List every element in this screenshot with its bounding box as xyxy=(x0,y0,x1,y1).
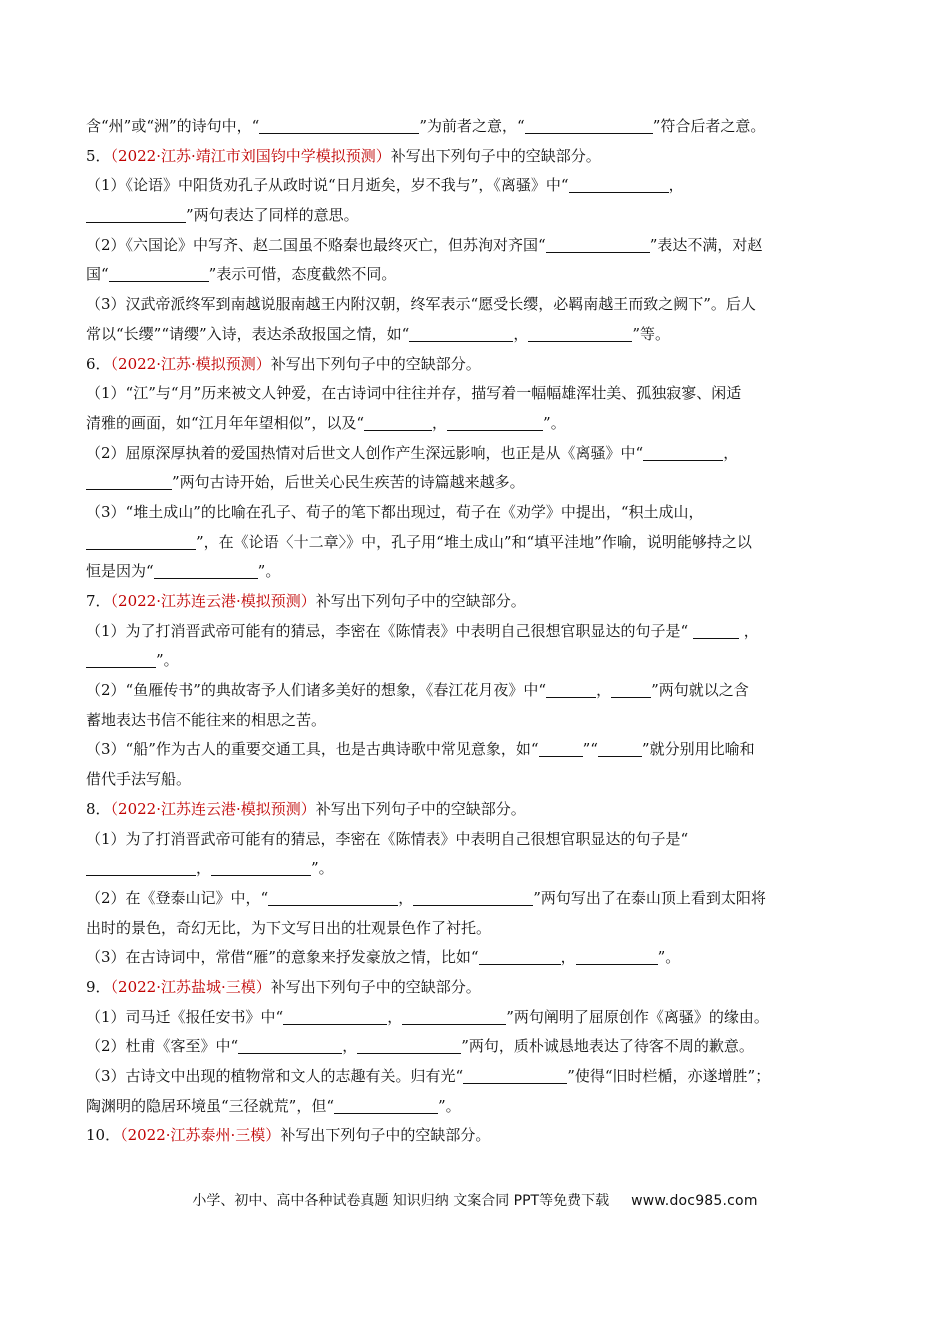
answer-blank[interactable] xyxy=(109,265,209,282)
question-source: （2022·江苏盐城·三模） xyxy=(110,977,271,996)
answer-blank[interactable] xyxy=(463,1067,567,1084)
text-line: （2）“鱼雁传书”的典故寄予人们诸多美好的想象，《春江花月夜》中“ ， ”两句就以之含 xyxy=(86,681,749,700)
text-line: ”。 xyxy=(86,646,866,676)
question-source: （2022·江苏·模拟预测） xyxy=(110,354,271,373)
question-10-header: 10．（2022·江苏泰州·三模）补写出下列句子中的空缺部分。 xyxy=(86,1126,491,1145)
answer-blank[interactable] xyxy=(259,117,419,134)
answer-blank[interactable] xyxy=(525,117,653,134)
text-line: （1）《论语》中阳货劝孔子从政时说“日月逝矣，岁不我与”，《离骚》中“ ， xyxy=(86,176,684,195)
text-line: （3）汉武帝派终军到南越说服南越王内附汉朝，终军表示“愿受长缨，必羁南越王而致之阙下”。后人 xyxy=(86,295,756,314)
text-line: ”，在《论语〈十二章〉》中，孔子用“堆土成山”和“填平洼地”作喻，说明能够持之以 xyxy=(86,528,866,558)
question-8-header: 8．（2022·江苏连云港·模拟预测）补写出下列句子中的空缺部分。 xyxy=(86,799,526,818)
text-line: （2）杜甫《客至》中“ ， ”两句，质朴诚恳地表达了待客不周的歉意。 xyxy=(86,1037,754,1056)
answer-blank[interactable] xyxy=(409,325,513,342)
footer-text: 小学、初中、高中各种试卷真题 知识归纳 文案合同 PPT等免费下载 xyxy=(192,1193,610,1209)
question-6-header: 6．（2022·江苏·模拟预测）补写出下列句子中的空缺部分。 xyxy=(86,354,481,373)
text-line: （1）为了打消晋武帝可能有的猜忌，李密在《陈情表》中表明自己很想官职显达的句子是“ xyxy=(86,829,689,848)
answer-blank[interactable] xyxy=(413,889,533,906)
answer-blank[interactable] xyxy=(238,1037,342,1054)
text-line: 蓄地表达书信不能往来的相思之苦。 xyxy=(86,710,327,729)
answer-blank[interactable] xyxy=(334,1097,438,1114)
text-line: 国“ ”表示可惜，态度截然不同。 xyxy=(86,265,397,284)
answer-blank[interactable] xyxy=(86,206,186,223)
text-line: （3）“堆土成山”的比喻在孔子、荀子的笔下都出现过，荀子在《劝学》中提出，“积土成山， xyxy=(86,502,704,521)
text-line: 出时的景色，奇幻无比，为下文写日出的壮观景色作了衬托。 xyxy=(86,918,492,937)
answer-blank[interactable] xyxy=(598,740,642,757)
answer-blank[interactable] xyxy=(86,473,172,490)
footer-link[interactable]: www.doc985.com xyxy=(631,1193,758,1209)
answer-blank[interactable] xyxy=(546,236,650,253)
text-line: （3）古诗文中出现的植物常和文人的志趣有关。归有光“ ”使得“旧时栏楯，亦遂增胜”； xyxy=(86,1067,771,1085)
answer-blank[interactable] xyxy=(268,889,398,906)
answer-blank[interactable] xyxy=(154,562,258,579)
text-line: 含“州”或“洲”的诗句中，“ ”为前者之意，“ ”符合后者之意。 xyxy=(86,117,766,135)
text-line: （2）在《登泰山记》中，“ ， ”两句写出了在泰山顶上看到太阳将 xyxy=(86,888,766,907)
answer-blank[interactable] xyxy=(546,681,596,698)
answer-blank[interactable] xyxy=(643,444,723,461)
question-5-header: 5．（2022·江苏·靖江市刘国钧中学模拟预测）补写出下列句子中的空缺部分。 xyxy=(86,146,601,165)
text-line: （1）“江”与“月”历来被文人钟爱，在古诗词中往往并存，描写着一幅幅雄浑壮美、孤独寂寥、闲适 xyxy=(86,384,742,403)
text-line: 陶渊明的隐居环境虽“三径就荒”，但“ ”。 xyxy=(86,1096,461,1115)
answer-blank[interactable] xyxy=(86,651,156,668)
text-line: 借代手法写船。 xyxy=(86,770,192,789)
question-source: （2022·江苏泰州·三模） xyxy=(120,1126,281,1145)
answer-blank[interactable] xyxy=(611,681,651,698)
text-line: ， ”。 xyxy=(86,854,866,884)
question-source: （2022·江苏连云港·模拟预测） xyxy=(110,799,316,818)
answer-blank[interactable] xyxy=(364,414,432,431)
answer-blank[interactable] xyxy=(402,1008,506,1025)
answer-blank[interactable] xyxy=(447,414,543,431)
answer-blank[interactable] xyxy=(211,859,311,876)
question-source: （2022·江苏连云港·模拟预测） xyxy=(110,592,316,610)
question-7-header: 7．（2022·江苏连云港·模拟预测）补写出下列句子中的空缺部分。 xyxy=(86,592,526,610)
text-line: （2）屈原深厚执着的爱国热情对后世文人创作产生深远影响，也正是从《离骚》中“ ， xyxy=(86,443,739,462)
answer-blank[interactable] xyxy=(86,859,196,876)
answer-blank[interactable] xyxy=(539,740,583,757)
text-line: ”两句古诗开始，后世关心民生疾苦的诗篇越来越多。 xyxy=(86,468,866,498)
question-9-header: 9．（2022·江苏盐城·三模）补写出下列句子中的空缺部分。 xyxy=(86,977,481,996)
answer-blank[interactable] xyxy=(479,948,561,965)
answer-blank[interactable] xyxy=(86,533,196,550)
text-line: （1）司马迁《报任安书》中“ ， ”两句阐明了屈原创作《离骚》的缘由。 xyxy=(86,1007,769,1026)
text-line: 常以“长缨”“请缨”入诗，表达杀敌报国之情，如“ ， ”等。 xyxy=(86,324,671,343)
text-line: （1）为了打消晋武帝可能有的猜忌，李密在《陈情表》中表明自己很想官职显达的句子是“ ， xyxy=(86,621,759,640)
text-line: 清雅的画面，如“江月年年望相似”，以及“ ， ”。 xyxy=(86,413,566,432)
text-line: （3）“船”作为古人的重要交通工具，也是古典诗歌中常见意象，如“ ”“ ”就分别用比喻和 xyxy=(86,740,755,759)
answer-blank[interactable] xyxy=(528,325,632,342)
answer-blank[interactable] xyxy=(576,948,658,965)
answer-blank[interactable] xyxy=(283,1008,387,1025)
text-line: ”两句表达了同样的意思。 xyxy=(86,201,866,231)
page-footer xyxy=(0,1190,950,1210)
text-line: （3）在古诗词中，常借“雁”的意象来抒发豪放之情，比如“ ， ”。 xyxy=(86,948,681,967)
question-source: （2022·江苏·靖江市刘国钧中学模拟预测） xyxy=(110,146,391,165)
text-line: （2）《六国论》中写齐、赵二国虽不赂秦也最终灭亡，但苏洵对齐国“ ”表达不满，对赵 xyxy=(86,235,763,254)
question-list xyxy=(86,112,866,1151)
text-line: 恒是因为“ ”。 xyxy=(86,562,281,581)
answer-blank[interactable] xyxy=(693,622,739,639)
answer-blank[interactable] xyxy=(569,176,669,193)
answer-blank[interactable] xyxy=(357,1037,461,1054)
